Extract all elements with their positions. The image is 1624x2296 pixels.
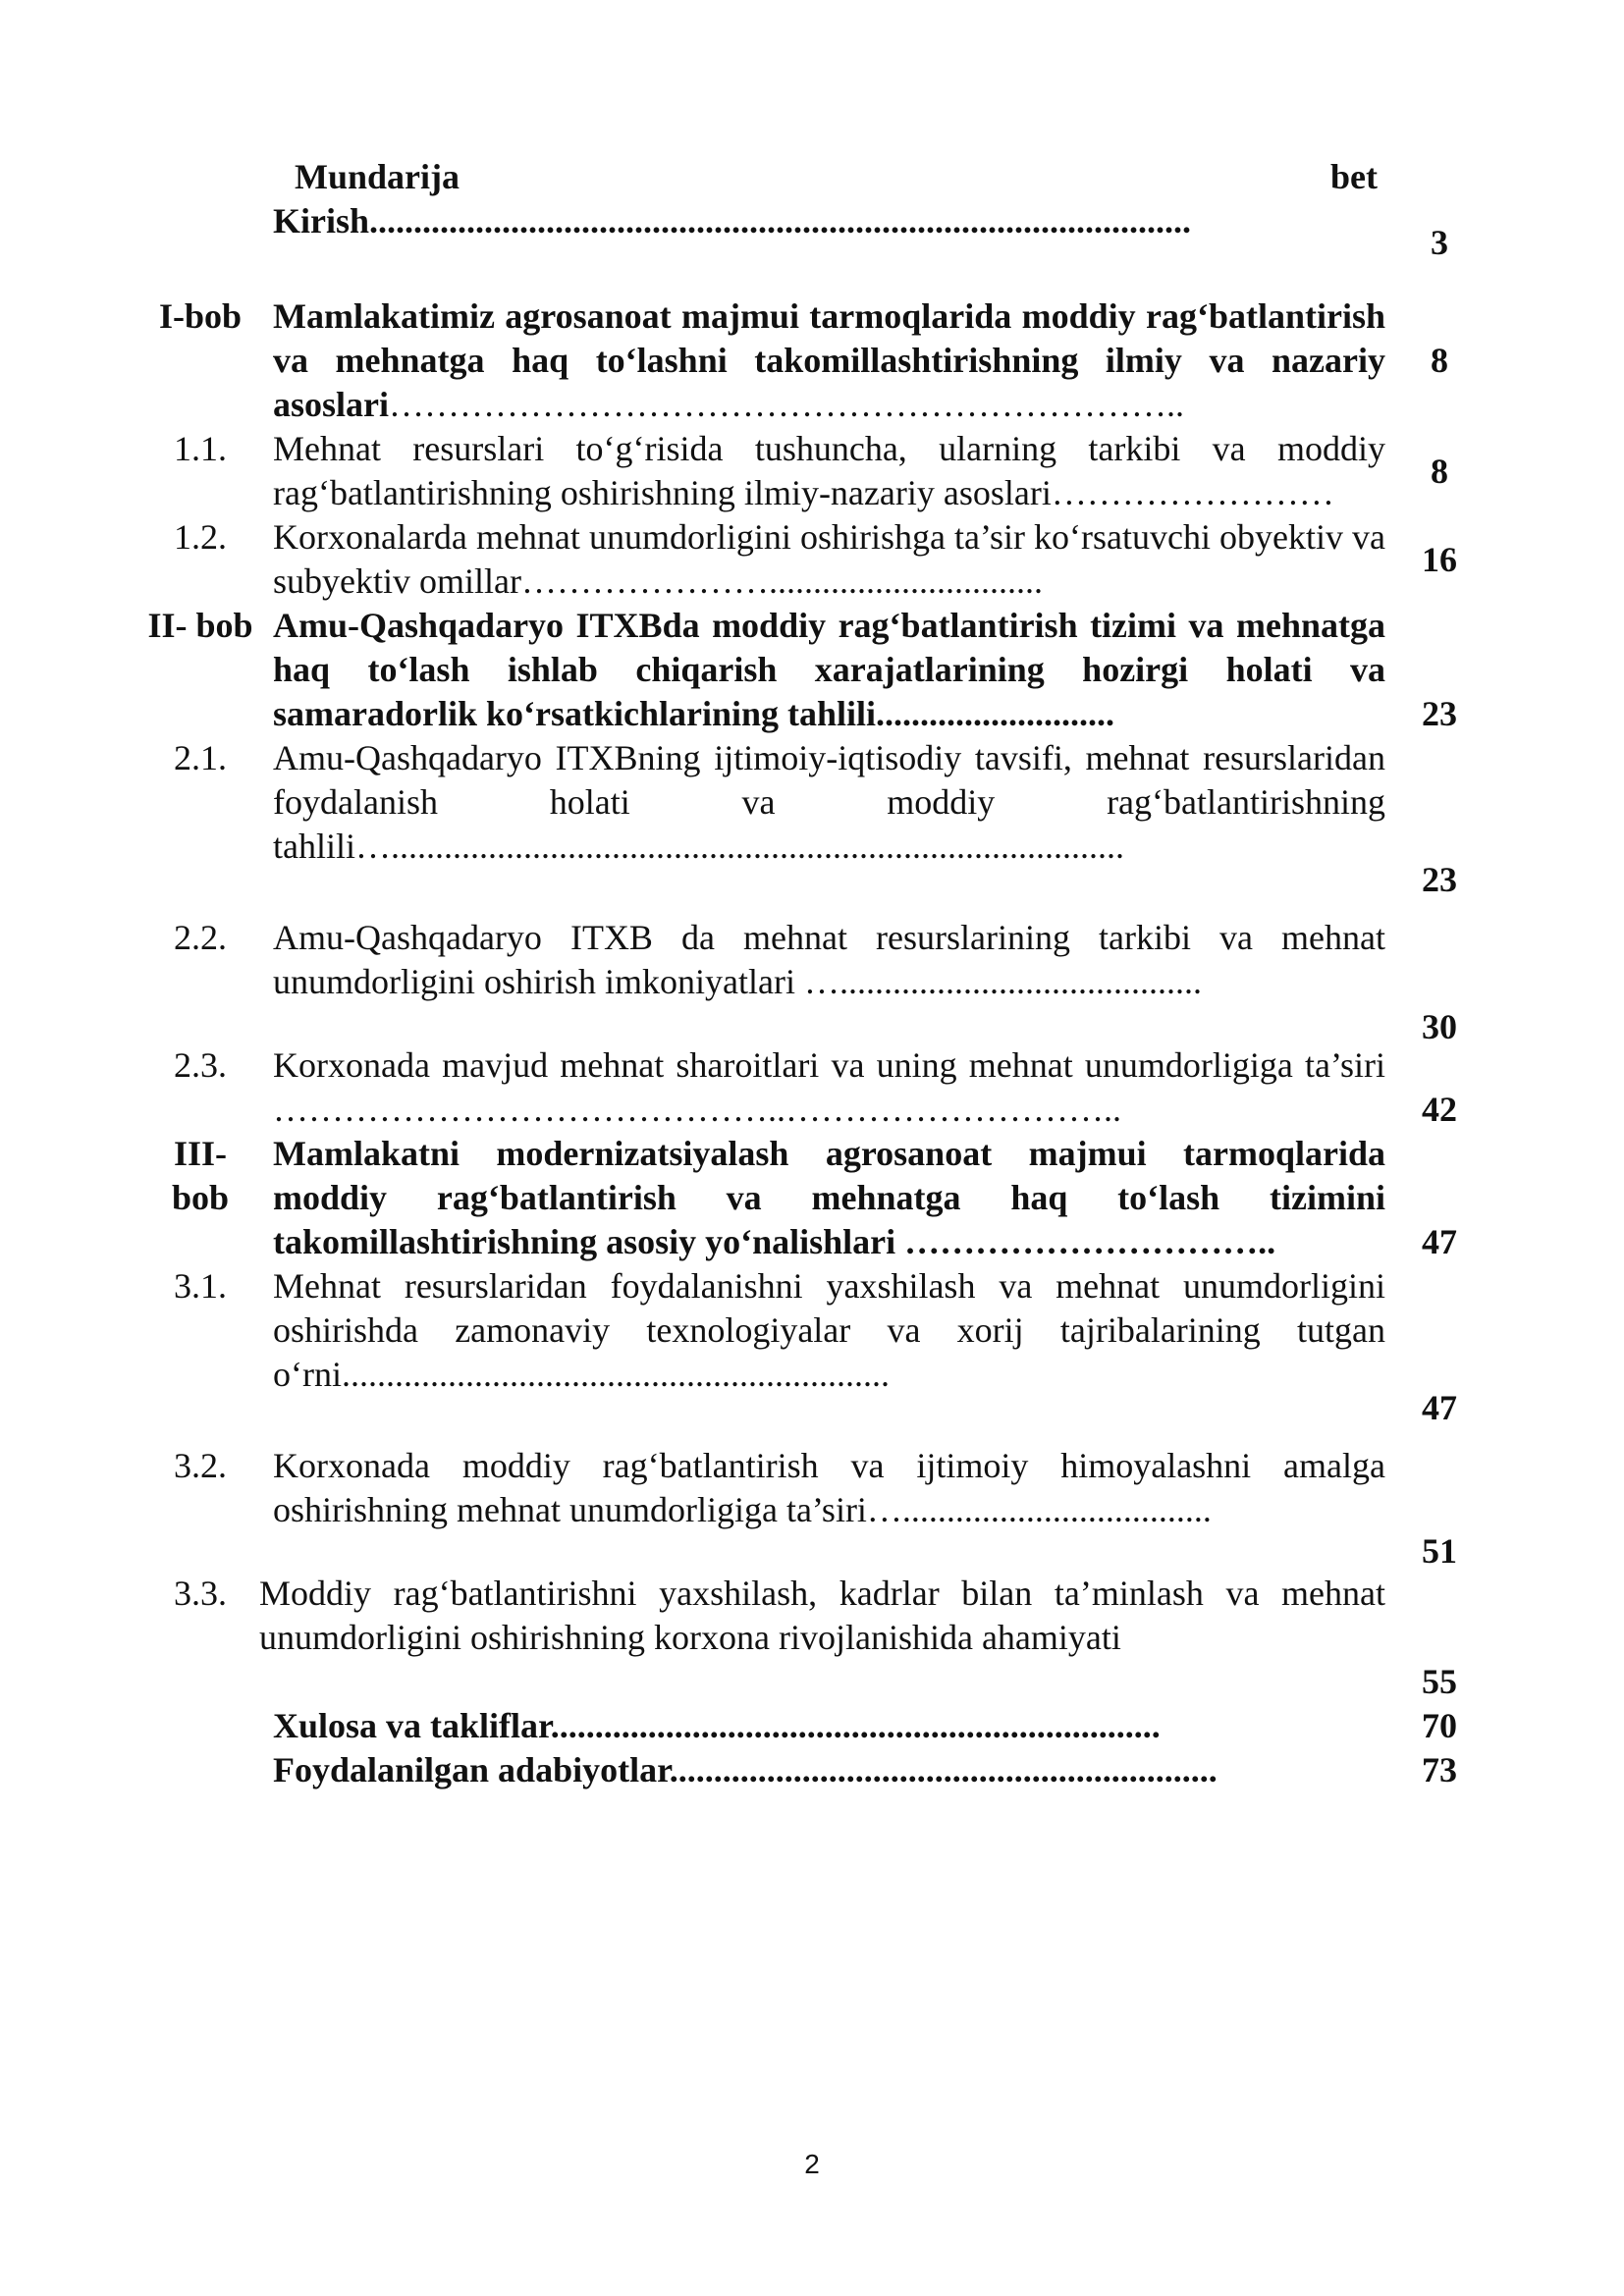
toc-page-number: 47 <box>1422 1388 1457 1427</box>
toc-section-2-1[interactable] <box>128 736 1502 899</box>
page-number: 2 <box>804 2149 820 2179</box>
toc-title: Mundarija <box>295 157 460 196</box>
toc-chapter-1[interactable] <box>128 294 1502 427</box>
section-title: Korxonada moddiy rag‘batlantirish va ijtimoiy himoyalashni amalga oshirishning mehnat unumdorligiga ta’siri…................................... <box>273 1446 1385 1529</box>
toc-entry-text: Kirish............................................................................................. <box>273 201 1192 240</box>
toc-section-3-3[interactable] <box>128 1572 1502 1701</box>
section-title: Amu-Qashqadaryo ITXB da mehnat resurslarining tarkibi va mehnat unumdorligini oshirish imkoniyatlari …......................................... <box>273 918 1385 1001</box>
section-number: 3.3. <box>174 1574 227 1613</box>
toc-page-number: 23 <box>1422 694 1457 733</box>
toc-chapter-3[interactable] <box>128 1132 1502 1264</box>
toc-page-number: 70 <box>1422 1706 1457 1745</box>
section-number: 1.1. <box>174 429 227 468</box>
section-number: 1.2. <box>174 517 227 557</box>
chapter-title: Mamlakatimiz agrosanoat majmui tarmoqlarida moddiy rag‘batlantirish va mehnatga haq to‘lashni takomillashtirishning ilmiy va nazariy asoslari………………………………………………………….. <box>273 296 1385 424</box>
toc-page-number: 30 <box>1422 1007 1457 1046</box>
section-title: Mehnat resurslari to‘g‘risida tushuncha, ularning tarkibi va moddiy rag‘batlantirishning oshirishning ilmiy-nazariy asoslari…………………… <box>273 429 1385 512</box>
toc-section-2-3[interactable] <box>128 1043 1502 1132</box>
toc-page-number: 73 <box>1422 1750 1457 1789</box>
section-number: 2.2. <box>174 918 227 957</box>
section-number: 2.3. <box>174 1045 227 1085</box>
chapter-label: II- bob <box>147 606 253 645</box>
chapter-title: Amu-Qashqadaryo ITXBda moddiy rag‘batlantirish tizimi va mehnatga haq to‘lash ishlab chiqarish xarajatlarining hozirgi holati va samaradorlik ko‘rsatkichlarining tahlili........................... <box>273 606 1385 733</box>
toc-page-number: 8 <box>1431 451 1448 491</box>
chapter-title: Mamlakatni modernizatsiyalash agrosanoat majmui tarmoqlarida moddiy rag‘batlantirish va mehnatga haq to‘lash tizimini takomillashtirishning asosiy yo‘nalishlari ………………………….. <box>273 1134 1385 1261</box>
toc-section-1-2[interactable] <box>128 515 1502 604</box>
toc-section-3-1[interactable] <box>128 1264 1502 1427</box>
toc-section-2-2[interactable] <box>128 916 1502 1046</box>
toc-page-number: 3 <box>1431 223 1448 262</box>
toc-chapter-2[interactable] <box>128 604 1502 736</box>
section-number: 3.2. <box>174 1446 227 1485</box>
toc-section-3-2[interactable] <box>128 1444 1502 1571</box>
section-number: 2.1. <box>174 738 227 777</box>
toc-header <box>128 155 1502 199</box>
section-number: 3.1. <box>174 1266 227 1306</box>
chapter-label: III-bob <box>171 1134 230 1217</box>
toc-page-number: 42 <box>1422 1090 1457 1129</box>
section-title: Moddiy rag‘batlantirishni yaxshilash, kadrlar bilan ta’minlash va mehnat unumdorligini oshirishning korxona rivojlanishida ahamiyati <box>259 1574 1385 1657</box>
toc-page-number: 16 <box>1422 539 1457 579</box>
section-title: Korxonada mavjud mehnat sharoitlari va uning mehnat unumdorligiga ta’siri ……………………………………..……………………….. <box>273 1045 1385 1129</box>
toc-page-number: 51 <box>1422 1531 1457 1571</box>
toc-section-1-1[interactable] <box>128 427 1502 515</box>
toc-page-number: 47 <box>1422 1222 1457 1261</box>
toc-entry-text: Foydalanilgan adabiyotlar.............................................................. <box>273 1750 1218 1789</box>
section-title: Korxonalarda mehnat unumdorligini oshirishga ta’sir ko‘rsatuvchi obyektiv va subyektiv omillar…………………............................... <box>273 517 1385 601</box>
section-title: Amu-Qashqadaryo ITXBning ijtimoiy-iqtisodiy tavsifi, mehnat resurslaridan foydalanish holati va moddiy rag‘batlantirishning tahlili…................................................................................... <box>273 738 1385 866</box>
toc-entry-text: Xulosa va takliflar..................................................................... <box>273 1706 1161 1745</box>
toc-page-number: 23 <box>1422 860 1457 899</box>
chapter-label: I-bob <box>158 296 243 336</box>
toc-entry-intro[interactable] <box>128 199 1502 265</box>
toc-page-number: 55 <box>1422 1662 1457 1701</box>
page-column-label: bet <box>1330 157 1378 196</box>
toc-page-number: 8 <box>1431 341 1448 380</box>
toc-entry-conclusion[interactable] <box>128 1704 1502 1748</box>
table-of-contents <box>128 155 1502 1792</box>
section-title: Mehnat resurslaridan foydalanishni yaxshilash va mehnat unumdorligini oshirishda zamonaviy texnologiyalar va xorij tajribalarining tutgan o‘rni.............................................................. <box>273 1266 1385 1394</box>
toc-entry-references[interactable] <box>128 1748 1502 1792</box>
